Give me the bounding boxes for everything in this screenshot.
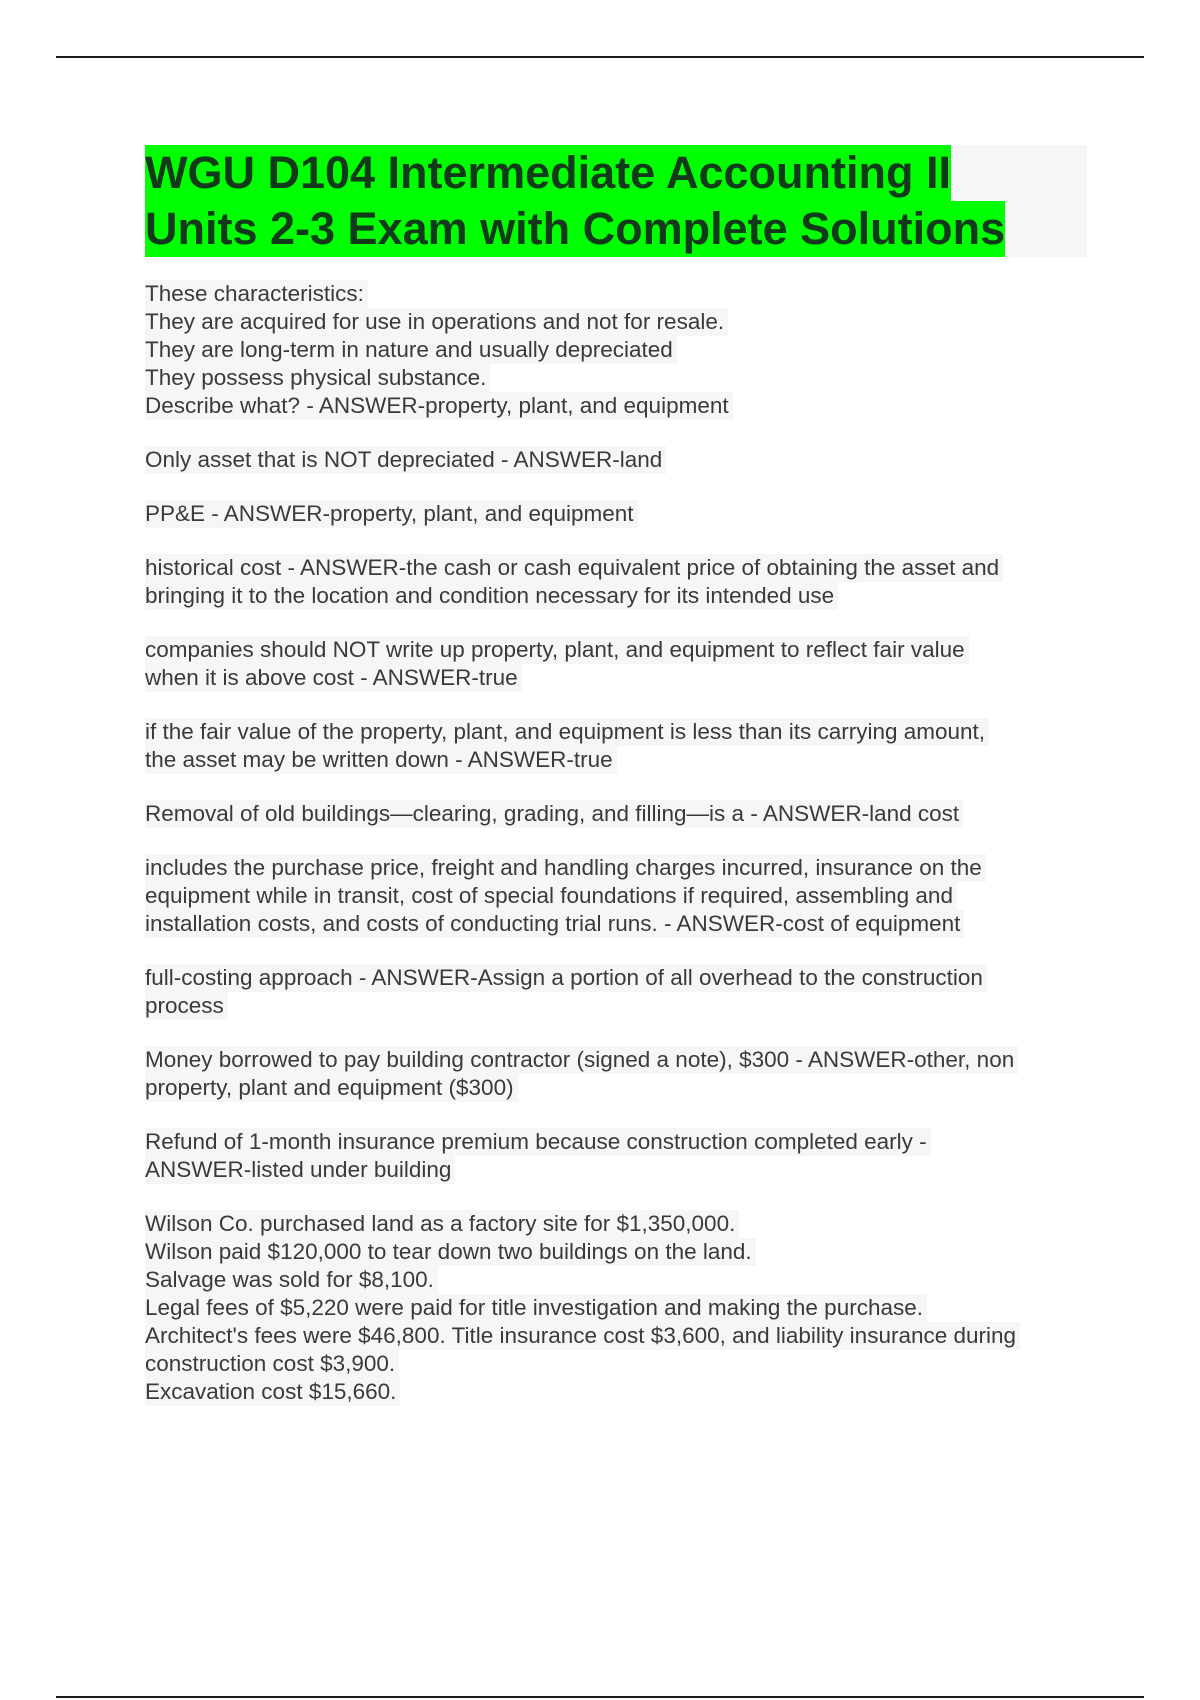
qa-entry <box>145 1046 1085 1102</box>
title-line-1: WGU D104 Intermediate Accounting II <box>145 145 951 201</box>
top-rule <box>56 56 1144 58</box>
qa-entry <box>145 500 1085 528</box>
entry-text-line: includes the purchase price, freight and handling charges incurred, insurance on the <box>145 854 986 882</box>
entry-text-line: Excavation cost $15,660. <box>145 1378 400 1406</box>
entry-text-line: Removal of old buildings—clearing, grading, and filling—is a - ANSWER-land cost <box>145 800 963 828</box>
qa-entry <box>145 636 1085 692</box>
qa-entry <box>145 280 1085 420</box>
entry-text-line: historical cost - ANSWER-the cash or cash equivalent price of obtaining the asset and <box>145 554 1003 582</box>
document-title <box>145 145 1087 257</box>
entry-text-line: Refund of 1-month insurance premium because construction completed early - <box>145 1128 931 1156</box>
entry-text-line: Architect's fees were $46,800. Title insurance cost $3,600, and liability insurance during <box>145 1322 1020 1350</box>
entry-text-line: Salvage was sold for $8,100. <box>145 1266 438 1294</box>
entry-text-line: bringing it to the location and condition necessary for its intended use <box>145 582 838 610</box>
entry-text-line: They possess physical substance. <box>145 364 490 392</box>
entry-text-line: property, plant and equipment ($300) <box>145 1074 518 1102</box>
entry-text-line: when it is above cost - ANSWER-true <box>145 664 522 692</box>
bottom-rule <box>56 1696 1144 1698</box>
entry-text-line: full-costing approach - ANSWER-Assign a portion of all overhead to the construction <box>145 964 987 992</box>
entry-text-line: equipment while in transit, cost of special foundations if required, assembling and <box>145 882 957 910</box>
qa-entry <box>145 964 1085 1020</box>
entry-text-line: They are long-term in nature and usually depreciated <box>145 336 677 364</box>
qa-entry <box>145 1128 1085 1184</box>
qa-entry <box>145 446 1085 474</box>
entry-text-line: Wilson paid $120,000 to tear down two buildings on the land. <box>145 1238 756 1266</box>
qa-entry <box>145 718 1085 774</box>
entry-text-line: Only asset that is NOT depreciated - ANSWER-land <box>145 446 666 474</box>
entry-text-line: installation costs, and costs of conducting trial runs. - ANSWER-cost of equipment <box>145 910 964 938</box>
entry-text-line: Wilson Co. purchased land as a factory site for $1,350,000. <box>145 1210 739 1238</box>
entry-text-line: They are acquired for use in operations and not for resale. <box>145 308 728 336</box>
entry-text-line: the asset may be written down - ANSWER-true <box>145 746 617 774</box>
entry-text-line: process <box>145 992 228 1020</box>
entry-text-line: PP&E - ANSWER-property, plant, and equipment <box>145 500 638 528</box>
entry-text-line: if the fair value of the property, plant, and equipment is less than its carrying amount, <box>145 718 989 746</box>
entry-text-line: construction cost $3,900. <box>145 1350 399 1378</box>
entry-text-line: Money borrowed to pay building contractor (signed a note), $300 - ANSWER-other, non <box>145 1046 1018 1074</box>
qa-entry <box>145 554 1085 610</box>
title-line-2: Units 2-3 Exam with Complete Solutions <box>145 201 1005 257</box>
document-body <box>145 280 1085 1432</box>
qa-entry <box>145 800 1085 828</box>
qa-entry <box>145 1210 1085 1406</box>
qa-entry <box>145 854 1085 938</box>
entry-text-line: companies should NOT write up property, plant, and equipment to reflect fair value <box>145 636 969 664</box>
entry-text-line: These characteristics: <box>145 280 368 308</box>
entry-text-line: Legal fees of $5,220 were paid for title investigation and making the purchase. <box>145 1294 927 1322</box>
entry-text-line: Describe what? - ANSWER-property, plant, and equipment <box>145 392 733 420</box>
entry-text-line: ANSWER-listed under building <box>145 1156 455 1184</box>
